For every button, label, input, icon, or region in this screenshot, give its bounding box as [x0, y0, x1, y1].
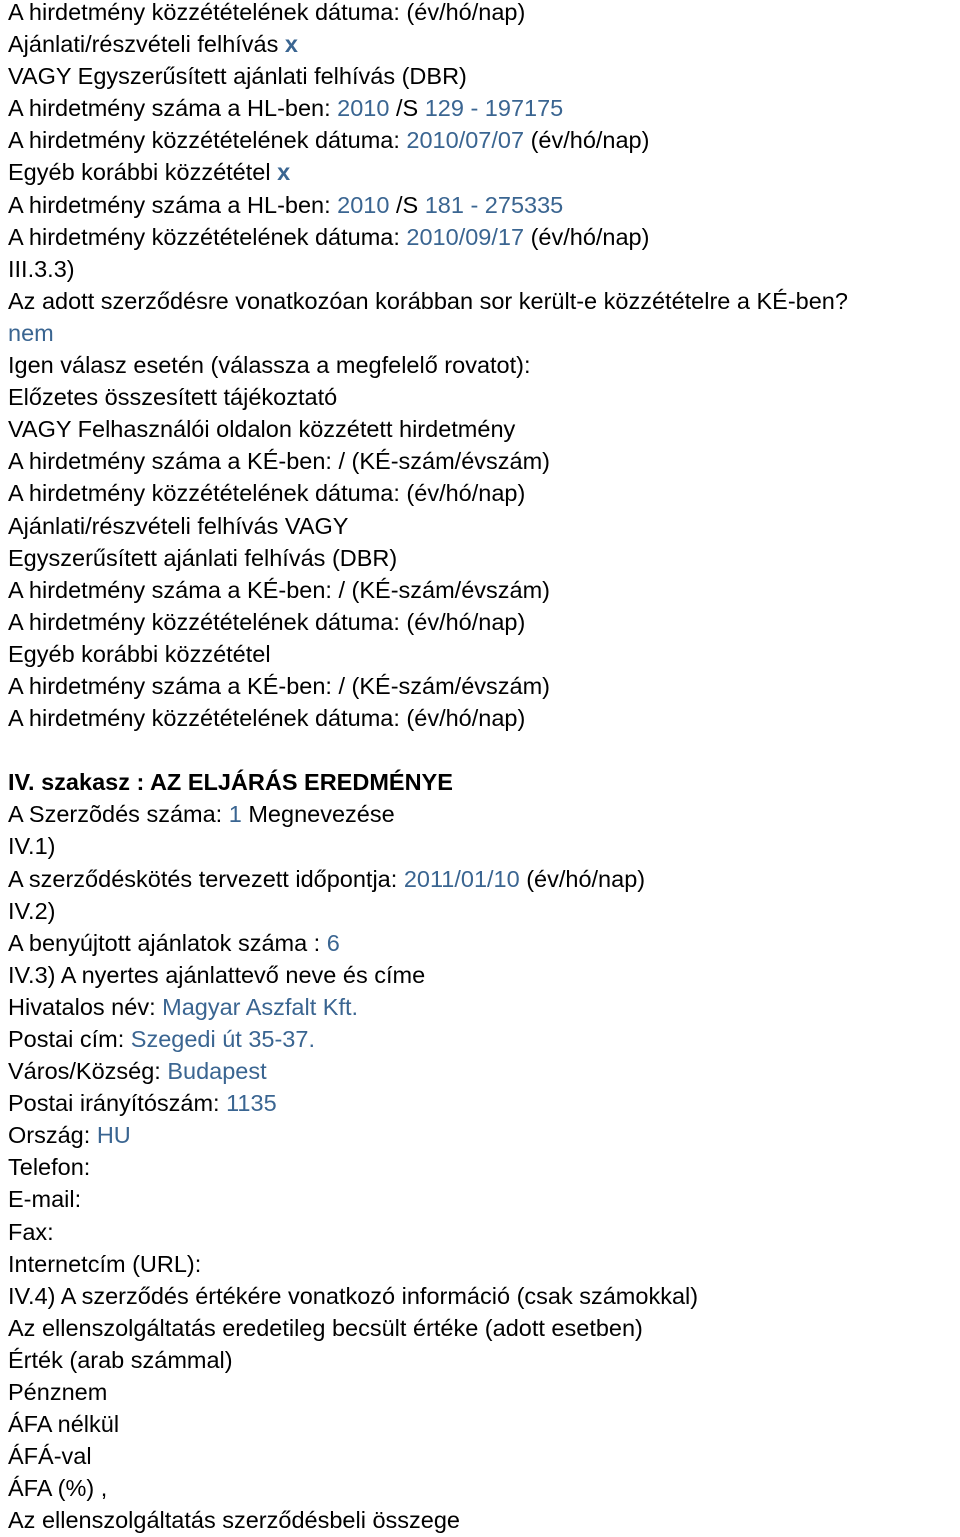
text-line [8, 606, 848, 638]
text-line [8, 510, 848, 542]
label-text: IV. szakasz : AZ ELJÁRÁS EREDMÉNYE [8, 769, 453, 796]
text-line [8, 1087, 848, 1119]
text-line [8, 830, 848, 862]
text-line [8, 1023, 848, 1055]
label-text: III.3.3) [8, 255, 75, 282]
text-line [8, 221, 848, 253]
label-text: Város/Község: [8, 1058, 168, 1085]
label-text: A szerződéskötés tervezett időpontja: [8, 865, 404, 892]
value-text: nem [8, 319, 54, 346]
label-text: Hivatalos név: [8, 993, 163, 1020]
value-text: 2010/09/17 [406, 223, 525, 250]
text-line [8, 0, 848, 28]
value-text: 2010 [337, 191, 390, 218]
text-line [8, 895, 848, 927]
label-text: A hirdetmény közzétételének dátuma: (év/hó/nap) [8, 480, 526, 507]
text-line [8, 1280, 848, 1312]
text-line [8, 92, 848, 124]
text-line [8, 1216, 848, 1248]
text-line [8, 1248, 848, 1280]
label-text: Ország: [8, 1122, 97, 1149]
label-text: A hirdetmény közzétételének dátuma: (év/hó/nap) [8, 705, 526, 732]
label-text: Az ellenszolgáltatás szerződésbeli összege [8, 1507, 460, 1534]
text-line [8, 28, 848, 60]
label-text: A hirdetmény közzétételének dátuma: (év/hó/nap) [8, 608, 526, 635]
text-line [8, 317, 848, 349]
label-text: ÁFA nélkül [8, 1411, 120, 1438]
label-text: IV.2) [8, 897, 56, 924]
label-text: A hirdetmény közzétételének dátuma: (év/hó/nap) [8, 0, 526, 25]
text-line [8, 189, 848, 221]
document-body [8, 0, 848, 1537]
value-text: Szegedi út 35-37. [130, 1026, 315, 1052]
label-text: IV.4) A szerződés értékére vonatkozó információ (csak számokkal) [8, 1282, 699, 1309]
text-line [8, 1408, 848, 1440]
label-text: Telefon: [8, 1154, 91, 1181]
label-text: Egyéb korábbi közzététel [8, 640, 271, 667]
label-text: Postai cím: [8, 1026, 131, 1052]
text-line [8, 991, 848, 1023]
text-line [8, 1344, 848, 1376]
label-text: A hirdetmény száma a HL-ben: [8, 191, 338, 218]
label-text: A benyújtott ajánlatok száma : [8, 929, 327, 956]
text-line [8, 1151, 848, 1183]
text-line [8, 60, 848, 92]
text-line [8, 349, 848, 381]
text-line [8, 1055, 848, 1087]
text-line [8, 477, 848, 509]
text-line [8, 670, 848, 702]
value-text: 2010/07/07 [406, 127, 525, 154]
label-text: VAGY Egyszerűsített ajánlati felhívás (DBR) [8, 63, 467, 90]
text-line [8, 156, 848, 188]
label-text: A hirdetmény száma a HL-ben: [8, 95, 338, 122]
value-text: 1 [228, 801, 242, 828]
label-text: (év/hó/nap) [519, 865, 646, 892]
value-text: x [284, 31, 298, 58]
label-text: /S [389, 95, 425, 122]
label-text: ÁFA (%) , [8, 1475, 108, 1502]
label-text: /S [389, 191, 425, 218]
text-line [8, 1440, 848, 1472]
text-line [8, 413, 848, 445]
text-line [8, 959, 848, 991]
label-text: Egyéb korábbi közzététel [8, 159, 278, 186]
label-text: IV.3) A nyertes ajánlattevő neve és címe [8, 961, 426, 988]
text-line [8, 927, 848, 959]
value-text: Magyar Aszfalt Kft. [162, 993, 359, 1020]
text-line [8, 1504, 848, 1536]
text-line [8, 381, 848, 413]
label-text: A hirdetmény száma a KÉ-ben: / (KÉ-szám/évszám) [8, 672, 550, 699]
text-line [8, 1376, 848, 1408]
label-text: Ajánlati/részvételi felhívás [8, 31, 285, 58]
label-text: Előzetes összesített tájékoztató [8, 384, 338, 411]
text-line [8, 1312, 848, 1344]
label-text: E-mail: [8, 1186, 82, 1213]
value-text: x [277, 159, 291, 186]
text-line [8, 285, 848, 317]
text-line [8, 702, 848, 734]
text-line [8, 1183, 848, 1215]
value-text: 129 - 197175 [424, 95, 564, 122]
label-text: (év/hó/nap) [524, 223, 650, 250]
text-line [8, 1119, 848, 1151]
label-text: Pénznem [8, 1379, 108, 1406]
label-text: Ajánlati/részvételi felhívás VAGY [8, 512, 349, 539]
section-heading [8, 766, 848, 798]
label-text: A hirdetmény közzétételének dátuma: [8, 127, 407, 154]
label-text: VAGY Felhasználói oldalon közzétett hirdetmény [8, 416, 516, 443]
label-text: (év/hó/nap) [524, 127, 650, 154]
value-text: 181 - 275335 [424, 191, 564, 218]
label-text: A hirdetmény közzétételének dátuma: [8, 223, 407, 250]
label-text: A Szerzõdés száma: [8, 801, 229, 828]
label-text: IV.1) [8, 833, 56, 860]
text-line [8, 798, 848, 830]
text-line [8, 1472, 848, 1504]
text-line [8, 124, 848, 156]
label-text: Az ellenszolgáltatás eredetileg becsült értéke (adott esetben) [8, 1314, 643, 1341]
label-text: Megnevezése [241, 801, 395, 828]
value-text: 1135 [226, 1090, 277, 1117]
text-line [8, 638, 848, 670]
text-line [8, 863, 848, 895]
text-line [8, 574, 848, 606]
label-text: A hirdetmény száma a KÉ-ben: / (KÉ-szám/évszám) [8, 448, 550, 475]
label-text: Érték (arab számmal) [8, 1346, 233, 1373]
value-text: 2011/01/10 [403, 865, 520, 892]
label-text: Egyszerűsített ajánlati felhívás (DBR) [8, 544, 398, 571]
label-text: Postai irányítószám: [8, 1090, 227, 1117]
value-text: HU [96, 1122, 131, 1149]
text-line [8, 445, 848, 477]
value-text: 2010 [337, 95, 390, 122]
value-text: 6 [326, 929, 340, 956]
label-text: Az adott szerződésre vonatkozóan korábban sor került-e közzétételre a KÉ-ben? [8, 287, 848, 314]
label-text: Fax: [8, 1218, 54, 1245]
label-text: Internetcím (URL): [8, 1250, 202, 1277]
value-text: Budapest [167, 1058, 267, 1085]
blank-line [8, 734, 848, 766]
text-line [8, 253, 848, 285]
label-text: Igen válasz esetén (válassza a megfelelő rovatot): [8, 352, 531, 379]
label-text: A hirdetmény száma a KÉ-ben: / (KÉ-szám/évszám) [8, 576, 550, 603]
text-line [8, 542, 848, 574]
label-text: ÁFÁ-val [8, 1443, 92, 1470]
